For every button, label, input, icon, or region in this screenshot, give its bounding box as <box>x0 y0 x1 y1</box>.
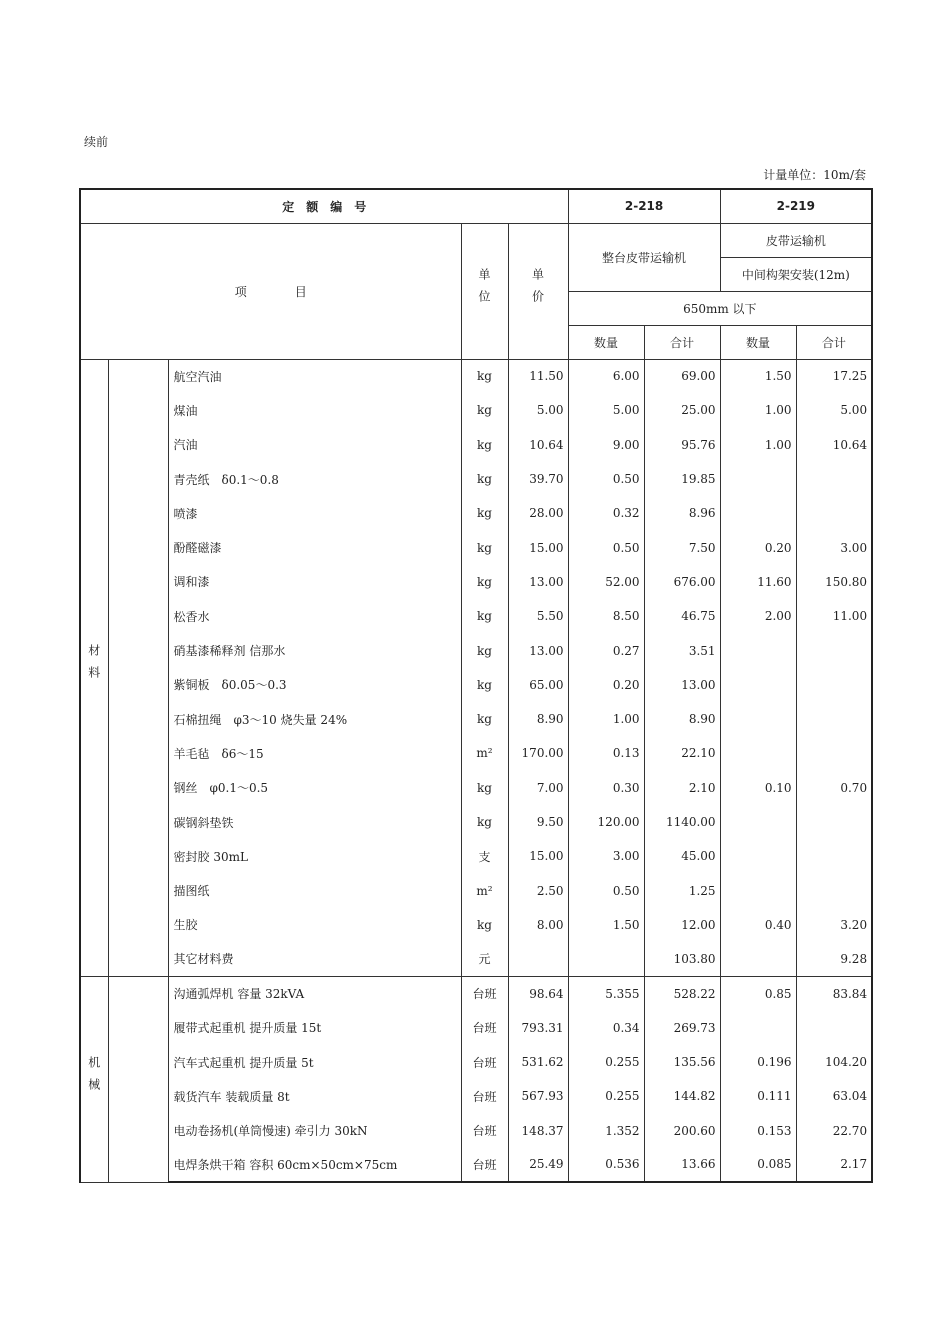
item-name: 电焊条烘干箱 容积 60cm×50cm×75cm <box>168 1148 461 1182</box>
b-qty: 1.00 <box>720 428 796 462</box>
b-total: 3.00 <box>796 530 872 564</box>
item-unit: 台班 <box>461 976 508 1010</box>
a-total: 144.82 <box>644 1079 720 1113</box>
code-2-218: 2-218 <box>568 189 720 223</box>
b-qty-header: 数量 <box>720 325 796 359</box>
a-total: 1.25 <box>644 873 720 907</box>
item-unit: 台班 <box>461 1148 508 1182</box>
item-unit: kg <box>461 805 508 839</box>
item-name: 碳钢斜垫铁 <box>168 805 461 839</box>
a-qty: 9.00 <box>568 428 644 462</box>
materials-row <box>80 565 872 599</box>
b-total: 17.25 <box>796 359 872 393</box>
a-qty: 5.355 <box>568 976 644 1010</box>
a-qty: 0.34 <box>568 1011 644 1045</box>
b-qty <box>720 839 796 873</box>
b-total: 11.00 <box>796 599 872 633</box>
item-price: 170.00 <box>508 736 568 770</box>
item-unit: kg <box>461 908 508 942</box>
item-price: 39.70 <box>508 462 568 496</box>
a-qty: 0.255 <box>568 1045 644 1079</box>
a-qty: 1.50 <box>568 908 644 942</box>
a-qty-header: 数量 <box>568 325 644 359</box>
item-name: 履带式起重机 提升质量 15t <box>168 1011 461 1045</box>
materials-row <box>80 428 872 462</box>
materials-row <box>80 530 872 564</box>
b-total <box>796 462 872 496</box>
item-name: 生胶 <box>168 908 461 942</box>
b-total: 5.00 <box>796 393 872 427</box>
b-qty <box>720 702 796 736</box>
a-total-header: 合计 <box>644 325 720 359</box>
item-unit: 台班 <box>461 1045 508 1079</box>
item-unit: kg <box>461 565 508 599</box>
item-unit: kg <box>461 633 508 667</box>
materials-row <box>80 702 872 736</box>
item-price: 15.00 <box>508 530 568 564</box>
a-total: 3.51 <box>644 633 720 667</box>
b-total: 0.70 <box>796 771 872 805</box>
measure-unit-label: 计量单位：10m/套 <box>763 168 866 182</box>
a-total: 135.56 <box>644 1045 720 1079</box>
a-qty: 52.00 <box>568 565 644 599</box>
item-unit: kg <box>461 359 508 393</box>
a-qty: 0.50 <box>568 462 644 496</box>
item-name: 羊毛毡 δ6～15 <box>168 736 461 770</box>
item-name: 其它材料费 <box>168 942 461 976</box>
continued-label: 续前 <box>84 135 109 149</box>
b-total: 3.20 <box>796 908 872 942</box>
b-name-header-2: 中间构架安装(12m) <box>720 257 872 291</box>
machinery-row <box>80 976 872 1010</box>
a-total: 1140.00 <box>644 805 720 839</box>
b-qty <box>720 462 796 496</box>
a-qty <box>568 942 644 976</box>
item-name: 密封胶 30mL <box>168 839 461 873</box>
materials-row <box>80 771 872 805</box>
b-qty: 0.40 <box>720 908 796 942</box>
item-price: 8.00 <box>508 908 568 942</box>
b-qty <box>720 873 796 907</box>
b-total: 22.70 <box>796 1114 872 1148</box>
item-name: 调和漆 <box>168 565 461 599</box>
item-name: 汽油 <box>168 428 461 462</box>
a-qty: 0.30 <box>568 771 644 805</box>
item-price <box>508 942 568 976</box>
item-price: 5.50 <box>508 599 568 633</box>
a-total: 13.66 <box>644 1148 720 1182</box>
materials-row <box>80 873 872 907</box>
b-total: 9.28 <box>796 942 872 976</box>
item-name: 沟通弧焊机 容量 32kVA <box>168 976 461 1010</box>
a-qty: 0.50 <box>568 873 644 907</box>
b-qty: 0.20 <box>720 530 796 564</box>
item-unit: kg <box>461 496 508 530</box>
item-name: 汽车式起重机 提升质量 5t <box>168 1045 461 1079</box>
materials-group-label: 材料 <box>80 359 108 976</box>
b-qty: 1.50 <box>720 359 796 393</box>
b-qty: 1.00 <box>720 393 796 427</box>
a-total: 103.80 <box>644 942 720 976</box>
item-price: 793.31 <box>508 1011 568 1045</box>
machinery-subgroup <box>108 976 168 1182</box>
item-unit: 支 <box>461 839 508 873</box>
materials-row <box>80 668 872 702</box>
b-total: 10.64 <box>796 428 872 462</box>
b-total <box>796 668 872 702</box>
item-unit: m² <box>461 736 508 770</box>
item-name: 石棉扭绳 φ3～10 烧失量 24% <box>168 702 461 736</box>
a-total: 12.00 <box>644 908 720 942</box>
machinery-row <box>80 1011 872 1045</box>
b-name-header-1: 皮带运输机 <box>720 223 872 257</box>
item-price: 65.00 <box>508 668 568 702</box>
item-price: 148.37 <box>508 1114 568 1148</box>
b-total <box>796 873 872 907</box>
item-unit: kg <box>461 599 508 633</box>
machinery-row <box>80 1114 872 1148</box>
item-unit: kg <box>461 393 508 427</box>
b-total <box>796 633 872 667</box>
materials-row <box>80 496 872 530</box>
b-total <box>796 1011 872 1045</box>
a-total: 46.75 <box>644 599 720 633</box>
b-total: 104.20 <box>796 1045 872 1079</box>
a-qty: 1.00 <box>568 702 644 736</box>
b-qty: 0.085 <box>720 1148 796 1182</box>
b-total <box>796 702 872 736</box>
price-header: 单价 <box>508 223 568 359</box>
quota-no-label: 定 额 编 号 <box>80 189 568 223</box>
a-total: 22.10 <box>644 736 720 770</box>
item-name: 载货汽车 装载质量 8t <box>168 1079 461 1113</box>
item-unit: kg <box>461 428 508 462</box>
b-qty: 0.85 <box>720 976 796 1010</box>
machinery-row <box>80 1045 872 1079</box>
item-name: 硝基漆稀释剂 信那水 <box>168 633 461 667</box>
a-qty: 0.536 <box>568 1148 644 1182</box>
materials-row <box>80 393 872 427</box>
item-price: 9.50 <box>508 805 568 839</box>
b-total: 63.04 <box>796 1079 872 1113</box>
machinery-row <box>80 1079 872 1113</box>
a-total: 13.00 <box>644 668 720 702</box>
materials-row <box>80 599 872 633</box>
item-price: 13.00 <box>508 565 568 599</box>
b-qty <box>720 1011 796 1045</box>
machinery-group-label: 机械 <box>80 976 108 1182</box>
item-unit: 台班 <box>461 1079 508 1113</box>
b-qty: 0.196 <box>720 1045 796 1079</box>
b-qty <box>720 633 796 667</box>
quota-table <box>79 188 873 1183</box>
materials-row <box>80 359 872 393</box>
a-qty: 0.27 <box>568 633 644 667</box>
item-unit: kg <box>461 771 508 805</box>
item-price: 10.64 <box>508 428 568 462</box>
item-price: 98.64 <box>508 976 568 1010</box>
b-qty: 2.00 <box>720 599 796 633</box>
a-total: 8.90 <box>644 702 720 736</box>
a-qty: 1.352 <box>568 1114 644 1148</box>
item-name: 喷漆 <box>168 496 461 530</box>
item-name: 电动卷扬机(单筒慢速) 牵引力 30kN <box>168 1114 461 1148</box>
item-price: 15.00 <box>508 839 568 873</box>
item-unit: kg <box>461 668 508 702</box>
unit-header: 单位 <box>461 223 508 359</box>
item-price: 7.00 <box>508 771 568 805</box>
b-qty: 0.111 <box>720 1079 796 1113</box>
item-price: 567.93 <box>508 1079 568 1113</box>
a-total: 2.10 <box>644 771 720 805</box>
a-qty: 0.32 <box>568 496 644 530</box>
materials-row <box>80 908 872 942</box>
b-qty: 0.153 <box>720 1114 796 1148</box>
b-qty <box>720 805 796 839</box>
spec-header: 650mm 以下 <box>568 291 872 325</box>
item-header: 项 目 <box>80 223 461 359</box>
materials-subgroup <box>108 359 168 976</box>
item-name: 松香水 <box>168 599 461 633</box>
a-name-header: 整台皮带运输机 <box>568 223 720 291</box>
a-total: 69.00 <box>644 359 720 393</box>
item-price: 11.50 <box>508 359 568 393</box>
item-name: 青壳纸 δ0.1～0.8 <box>168 462 461 496</box>
b-total <box>796 736 872 770</box>
b-total <box>796 839 872 873</box>
item-price: 5.00 <box>508 393 568 427</box>
materials-row <box>80 839 872 873</box>
code-2-219: 2-219 <box>720 189 872 223</box>
item-price: 8.90 <box>508 702 568 736</box>
materials-row <box>80 942 872 976</box>
item-price: 13.00 <box>508 633 568 667</box>
item-unit: kg <box>461 702 508 736</box>
a-total: 25.00 <box>644 393 720 427</box>
item-price: 2.50 <box>508 873 568 907</box>
materials-row <box>80 805 872 839</box>
materials-row <box>80 736 872 770</box>
machinery-row <box>80 1148 872 1182</box>
item-name: 钢丝 φ0.1～0.5 <box>168 771 461 805</box>
b-total <box>796 496 872 530</box>
item-unit: 台班 <box>461 1011 508 1045</box>
b-total-header: 合计 <box>796 325 872 359</box>
a-qty: 5.00 <box>568 393 644 427</box>
a-qty: 6.00 <box>568 359 644 393</box>
item-unit: kg <box>461 530 508 564</box>
b-total: 2.17 <box>796 1148 872 1182</box>
item-name: 煤油 <box>168 393 461 427</box>
item-name: 酚醛磁漆 <box>168 530 461 564</box>
a-total: 528.22 <box>644 976 720 1010</box>
a-total: 95.76 <box>644 428 720 462</box>
materials-row <box>80 462 872 496</box>
item-price: 28.00 <box>508 496 568 530</box>
a-total: 200.60 <box>644 1114 720 1148</box>
a-qty: 3.00 <box>568 839 644 873</box>
b-qty: 0.10 <box>720 771 796 805</box>
a-total: 19.85 <box>644 462 720 496</box>
item-unit: kg <box>461 462 508 496</box>
b-qty <box>720 942 796 976</box>
a-qty: 120.00 <box>568 805 644 839</box>
b-qty <box>720 668 796 702</box>
a-total: 269.73 <box>644 1011 720 1045</box>
item-price: 531.62 <box>508 1045 568 1079</box>
b-total: 83.84 <box>796 976 872 1010</box>
item-unit: 台班 <box>461 1114 508 1148</box>
a-total: 45.00 <box>644 839 720 873</box>
a-qty: 0.50 <box>568 530 644 564</box>
item-unit: m² <box>461 873 508 907</box>
a-qty: 0.13 <box>568 736 644 770</box>
item-name: 航空汽油 <box>168 359 461 393</box>
b-qty <box>720 736 796 770</box>
b-total: 150.80 <box>796 565 872 599</box>
a-total: 7.50 <box>644 530 720 564</box>
a-total: 8.96 <box>644 496 720 530</box>
a-qty: 0.255 <box>568 1079 644 1113</box>
b-total <box>796 805 872 839</box>
a-total: 676.00 <box>644 565 720 599</box>
item-name: 描图纸 <box>168 873 461 907</box>
materials-row <box>80 633 872 667</box>
item-unit: 元 <box>461 942 508 976</box>
item-name: 紫铜板 δ0.05～0.3 <box>168 668 461 702</box>
b-qty: 11.60 <box>720 565 796 599</box>
a-qty: 0.20 <box>568 668 644 702</box>
item-price: 25.49 <box>508 1148 568 1182</box>
a-qty: 8.50 <box>568 599 644 633</box>
b-qty <box>720 496 796 530</box>
